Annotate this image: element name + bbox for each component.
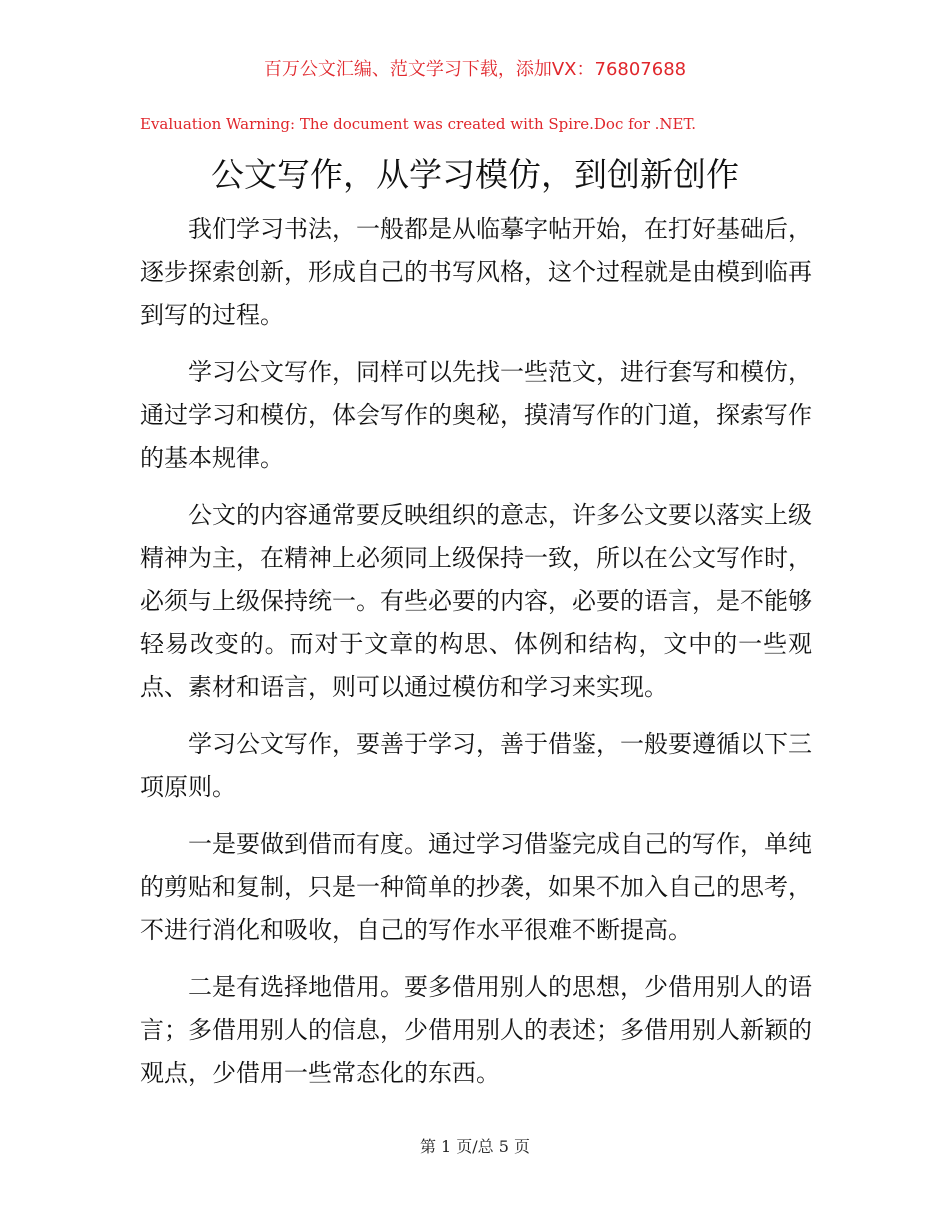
header-banner: 百万公文汇编、范文学习下载，添加VX：76807688: [263, 59, 687, 80]
paragraph: 二是有选择地借用。要多借用别人的思想，少借用别人的语言；多借用别人的信息，少借用别人的表述；多借用别人新颖的观点，少借用一些常态化的东西。: [140, 973, 812, 1087]
paragraph: 我们学习书法，一般都是从临摹字帖开始，在打好基础后，逐步探索创新，形成自己的书写风格，这个过程就是由模到临再到写的过程。: [140, 215, 812, 329]
document-body: [140, 208, 812, 1109]
paragraph: 一是要做到借而有度。通过学习借鉴完成自己的写作，单纯的剪贴和复制，只是一种简单的抄袭，如果不加入自己的思考，不进行消化和吸收，自己的写作水平很难不断提高。: [140, 830, 812, 944]
document-title: 公文写作，从学习模仿，到创新创作: [211, 155, 739, 194]
page-indicator: 第 1 页/总 5 页: [419, 1137, 531, 1156]
evaluation-warning: Evaluation Warning: The document was created with Spire.Doc for .NET.: [140, 115, 697, 133]
paragraph: 公文的内容通常要反映组织的意志，许多公文要以落实上级精神为主，在精神上必须同上级保持一致，所以在公文写作时，必须与上级保持统一。有些必要的内容，必要的语言，是不能够轻易改变的。而对于文章的构思、体例和结构，文中的一些观点、素材和语言，则可以通过模仿和学习来实现。: [140, 501, 812, 701]
paragraph: 学习公文写作，同样可以先找一些范文，进行套写和模仿，通过学习和模仿，体会写作的奥秘，摸清写作的门道，探索写作的基本规律。: [140, 358, 812, 472]
paragraph: 学习公文写作，要善于学习，善于借鉴，一般要遵循以下三项原则。: [140, 730, 812, 801]
